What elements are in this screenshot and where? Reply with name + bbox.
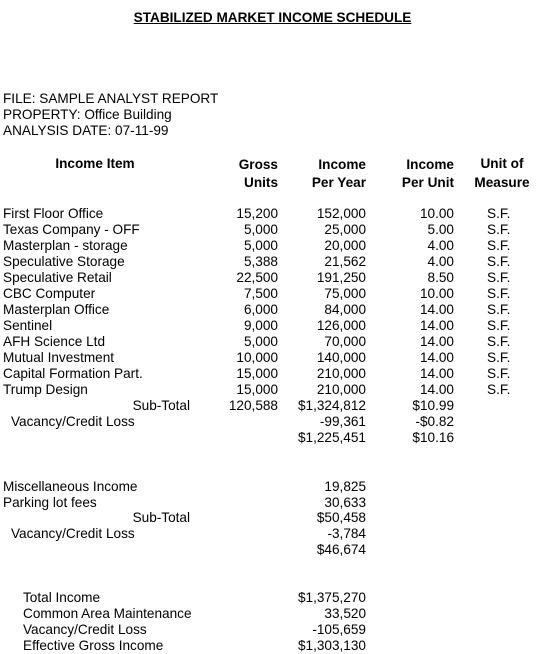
row-unit-of-measure: S.F.: [487, 238, 511, 253]
row-income-per-unit: 4.00: [427, 238, 454, 253]
row-income-per-year: 84,000: [324, 302, 366, 317]
row-income-per-year: 25,000: [324, 222, 366, 237]
row-item: Mutual Investment: [3, 350, 115, 365]
row-income-per-year: 70,000: [324, 334, 366, 349]
summary-value: -105,659: [312, 622, 366, 637]
header-per-unit: Per Unit: [401, 175, 454, 190]
row-income-per-year: 140,000: [316, 350, 366, 365]
misc-item-year: 30,633: [324, 495, 366, 510]
row-item: CBC Computer: [3, 286, 96, 301]
row-item: First Floor Office: [3, 206, 104, 221]
row-gross-units: 5,000: [243, 222, 278, 237]
property-line: PROPERTY: Office Building: [3, 107, 172, 122]
row-income-per-unit: 10.00: [419, 206, 454, 221]
row-unit-of-measure: S.F.: [487, 270, 511, 285]
row-unit-of-measure: S.F.: [487, 366, 511, 381]
row-item: Masterplan Office: [3, 302, 110, 317]
subtotal-unit: $10.99: [412, 398, 454, 413]
row-unit-of-measure: S.F.: [487, 286, 511, 301]
misc-item-label: Parking lot fees: [3, 495, 97, 510]
row-item: Trump Design: [3, 382, 88, 397]
vacancy-unit: -$0.82: [415, 414, 454, 429]
summary-value: $1,303,130: [297, 638, 366, 653]
summary-label: Total Income: [23, 590, 101, 605]
row-gross-units: 10,000: [236, 350, 278, 365]
file-line: FILE: SAMPLE ANALYST REPORT: [3, 91, 219, 106]
summary-value: 33,520: [324, 606, 366, 621]
row-gross-units: 6,000: [243, 302, 278, 317]
net-year: $1,225,451: [297, 430, 366, 445]
row-unit-of-measure: S.F.: [487, 222, 511, 237]
row-income-per-unit: 5.00: [427, 222, 454, 237]
vacancy-label: Vacancy/Credit Loss: [11, 414, 135, 429]
row-item: Texas Company - OFF: [3, 222, 140, 237]
row-income-per-unit: 14.00: [419, 350, 454, 365]
row-income-per-year: 210,000: [316, 382, 366, 397]
row-unit-of-measure: S.F.: [487, 254, 511, 269]
misc-vacancy-label: Vacancy/Credit Loss: [11, 526, 135, 541]
row-item: Masterplan - storage: [3, 238, 128, 253]
header-units: Units: [244, 175, 278, 190]
row-unit-of-measure: S.F.: [487, 318, 511, 333]
analysis-date-line: ANALYSIS DATE: 07-11-99: [3, 123, 169, 138]
row-income-per-year: 75,000: [324, 286, 366, 301]
summary-label: Common Area Maintenance: [23, 606, 192, 621]
row-income-per-unit: 14.00: [419, 302, 454, 317]
row-income-per-year: 191,250: [316, 270, 366, 285]
row-income-per-year: 126,000: [316, 318, 366, 333]
row-unit-of-measure: S.F.: [487, 334, 511, 349]
row-item: Speculative Retail: [3, 270, 112, 285]
row-gross-units: 15,000: [236, 366, 278, 381]
row-item: Speculative Storage: [3, 254, 125, 269]
row-income-per-unit: 14.00: [419, 366, 454, 381]
row-gross-units: 7,500: [243, 286, 278, 301]
summary-label: Vacancy/Credit Loss: [23, 622, 147, 637]
row-gross-units: 5,388: [243, 254, 278, 269]
row-unit-of-measure: S.F.: [487, 302, 511, 317]
header-income-2: Income: [406, 157, 454, 172]
row-income-per-year: 21,562: [324, 254, 366, 269]
misc-vacancy-year: -3,784: [327, 526, 366, 541]
row-income-per-year: 20,000: [324, 238, 366, 253]
misc-subtotal-label: Sub-Total: [132, 510, 190, 525]
row-item: Capital Formation Part.: [3, 366, 143, 381]
row-income-per-unit: 14.00: [419, 334, 454, 349]
misc-item-label: Miscellaneous Income: [3, 479, 138, 494]
header-measure: Measure: [474, 175, 530, 190]
misc-net-year: $46,674: [316, 542, 366, 557]
vacancy-year: -99,361: [319, 414, 366, 429]
misc-subtotal-year: $50,458: [316, 510, 366, 525]
row-gross-units: 15,000: [236, 382, 278, 397]
net-unit: $10.16: [412, 430, 454, 445]
summary-label: Effective Gross Income: [23, 638, 164, 653]
row-income-per-year: 152,000: [316, 206, 366, 221]
page-title: STABILIZED MARKET INCOME SCHEDULE: [133, 10, 412, 25]
misc-item-year: 19,825: [324, 479, 366, 494]
row-unit-of-measure: S.F.: [487, 206, 511, 221]
row-income-per-unit: 4.00: [427, 254, 454, 269]
row-income-per-unit: 10.00: [419, 286, 454, 301]
header-unit-of: Unit of: [480, 156, 524, 171]
row-gross-units: 5,000: [243, 238, 278, 253]
subtotal-year: $1,324,812: [297, 398, 366, 413]
row-gross-units: 5,000: [243, 334, 278, 349]
row-income-per-unit: 14.00: [419, 318, 454, 333]
row-income-per-year: 210,000: [316, 366, 366, 381]
header-per-year: Per Year: [311, 175, 366, 190]
summary-value: $1,375,270: [297, 590, 366, 605]
subtotal-units: 120,588: [228, 398, 278, 413]
row-gross-units: 9,000: [243, 318, 278, 333]
header-gross: Gross: [238, 157, 278, 172]
row-income-per-unit: 8.50: [427, 270, 454, 285]
row-gross-units: 15,200: [236, 206, 278, 221]
row-item: Sentinel: [3, 318, 53, 333]
row-unit-of-measure: S.F.: [487, 350, 511, 365]
row-unit-of-measure: S.F.: [487, 382, 511, 397]
row-item: AFH Science Ltd: [3, 334, 105, 349]
row-income-per-unit: 14.00: [419, 382, 454, 397]
header-income-item: Income Item: [55, 156, 135, 171]
subtotal-label: Sub-Total: [132, 398, 190, 413]
header-income-1: Income: [318, 157, 366, 172]
row-gross-units: 22,500: [236, 270, 278, 285]
